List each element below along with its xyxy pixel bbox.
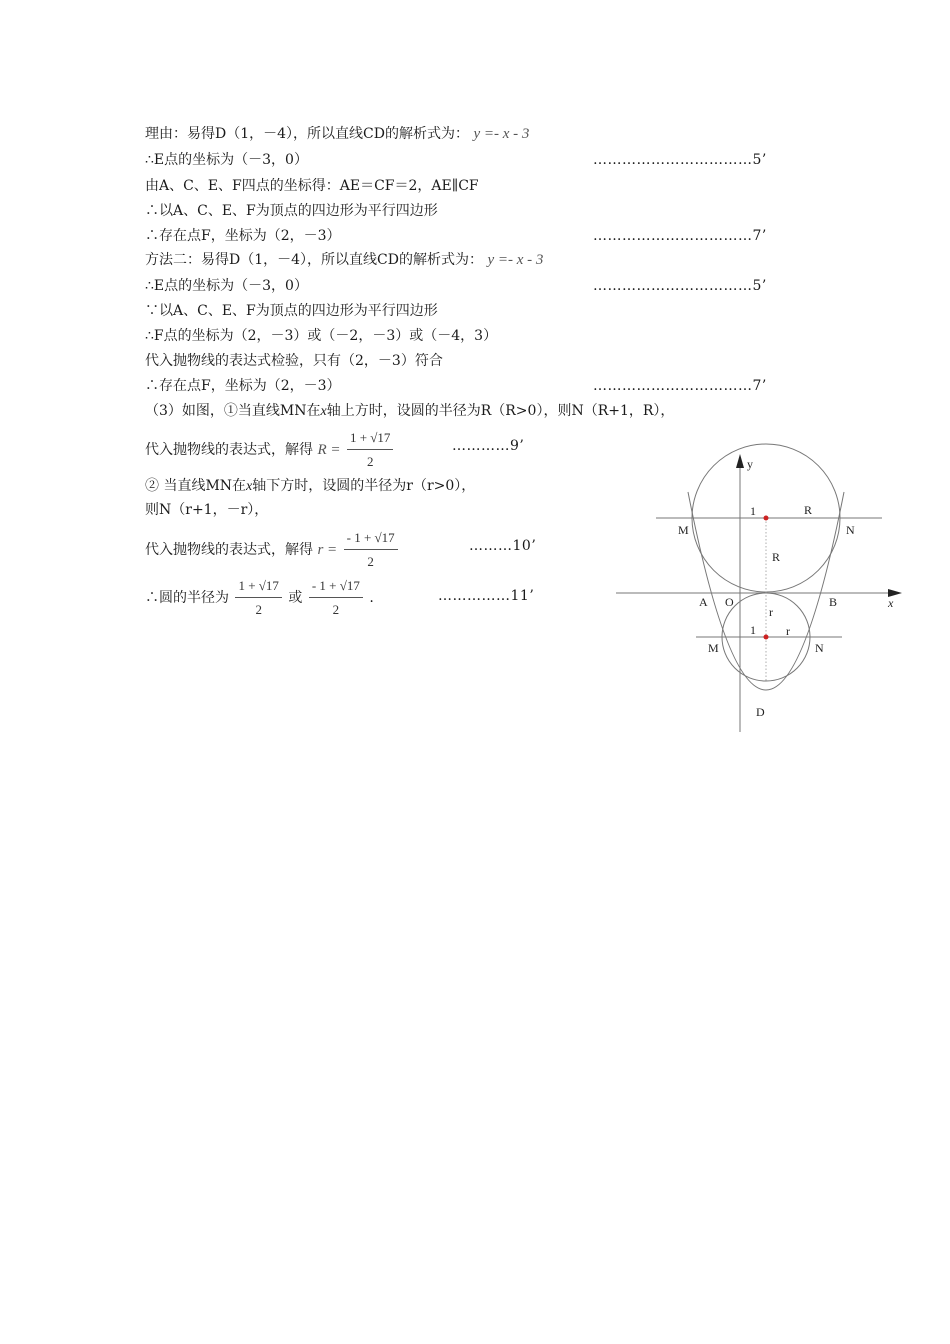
score-7b: ……………………………7’ bbox=[593, 378, 767, 394]
e-point-line: ∴E点的坐标为（－3，0） bbox=[145, 152, 308, 168]
label-small-r-vertical: r bbox=[769, 605, 773, 619]
line-equation-2: y =- x - 3 bbox=[487, 252, 544, 268]
e-point-line-2: ∴E点的坐标为（－3，0） bbox=[145, 278, 308, 294]
label-r-vertical: R bbox=[772, 550, 781, 564]
fraction: $\frac{1 + √17}{2}$ bbox=[235, 576, 281, 620]
lower-center-point bbox=[764, 635, 769, 640]
case-two-line: ② 当直线MN在x轴下方时，设圆的半径为r（r>0）， bbox=[145, 478, 476, 494]
y-label: y bbox=[747, 457, 753, 471]
point-f-line: ∴存在点F，坐标为（2，－3） bbox=[145, 228, 341, 244]
label-r-right: R bbox=[804, 503, 813, 517]
reason-line: 理由：易得D（1，－4），所以直线CD的解析式为： y =- x - 3 bbox=[145, 126, 530, 142]
solve-r-lower-line: 代入抛物线的表达式，解得 r = $\frac{- 1 + √17}{2}$ bbox=[145, 528, 400, 572]
geometry-figure bbox=[610, 440, 910, 740]
label-b: B bbox=[829, 595, 838, 609]
label-small-r-right: r bbox=[786, 624, 790, 638]
f-candidates-line: ∴F点的坐标为（2，－3）或（－2，－3）或（－4，3） bbox=[145, 328, 498, 344]
fraction: $\frac{- 1 + √17}{2}$ bbox=[309, 576, 363, 620]
score-10: ………10’ bbox=[469, 538, 537, 554]
label-a: A bbox=[699, 595, 708, 609]
fraction: $\frac{1 + √17}{2}$ bbox=[347, 428, 393, 472]
parallelogram-line: ∴以A、C、E、F为顶点的四边形为平行四边形 bbox=[145, 203, 438, 219]
x-label: x bbox=[888, 596, 894, 610]
label-d: D bbox=[756, 705, 765, 719]
score-9: …………9’ bbox=[452, 438, 525, 454]
score-5b: ……………………………5’ bbox=[593, 278, 767, 294]
label-m-upper: M bbox=[678, 523, 689, 537]
coordinates-line: 由A、C、E、F四点的坐标得：AE＝CF＝2，AE∥CF bbox=[145, 178, 479, 194]
line-equation: y =- x - 3 bbox=[473, 126, 530, 142]
label-one-lower: 1 bbox=[750, 623, 756, 637]
n-point-line: 则N（r+1，－r）， bbox=[145, 502, 269, 518]
score-7: ……………………………7’ bbox=[593, 228, 767, 244]
label-n-upper: N bbox=[846, 523, 855, 537]
check-line: 代入抛物线的表达式检验，只有（2，－3）符合 bbox=[145, 353, 443, 369]
point-f-line-2: ∴存在点F，坐标为（2，－3） bbox=[145, 378, 341, 394]
score-5: ……………………………5’ bbox=[593, 152, 767, 168]
part-three-line: （3）如图，①当直线MN在x轴上方时，设圆的半径为R（R>0），则N（R+1，R）， bbox=[145, 403, 675, 419]
label-n-lower: N bbox=[815, 641, 824, 655]
label-one-upper: 1 bbox=[750, 504, 756, 518]
score-11: ……………11’ bbox=[438, 588, 535, 604]
fraction: $\frac{- 1 + √17}{2}$ bbox=[344, 528, 398, 572]
label-o: O bbox=[725, 595, 734, 609]
parallelogram-line-2: ∵以A、C、E、F为顶点的四边形为平行四边形 bbox=[145, 303, 438, 319]
method-two-line: 方法二：易得D（1，－4），所以直线CD的解析式为： y =- x - 3 bbox=[145, 252, 544, 268]
conclusion-line: ∴圆的半径为 $\frac{1 + √17}{2}$ 或 $\frac{- 1 + √17}{2}$ . bbox=[145, 576, 374, 620]
y-axis-arrow bbox=[736, 454, 744, 468]
label-m-lower: M bbox=[708, 641, 719, 655]
upper-center-point bbox=[764, 516, 769, 521]
solve-r-upper-line: 代入抛物线的表达式，解得 R = $\frac{1 + √17}{2}$ bbox=[145, 428, 395, 472]
